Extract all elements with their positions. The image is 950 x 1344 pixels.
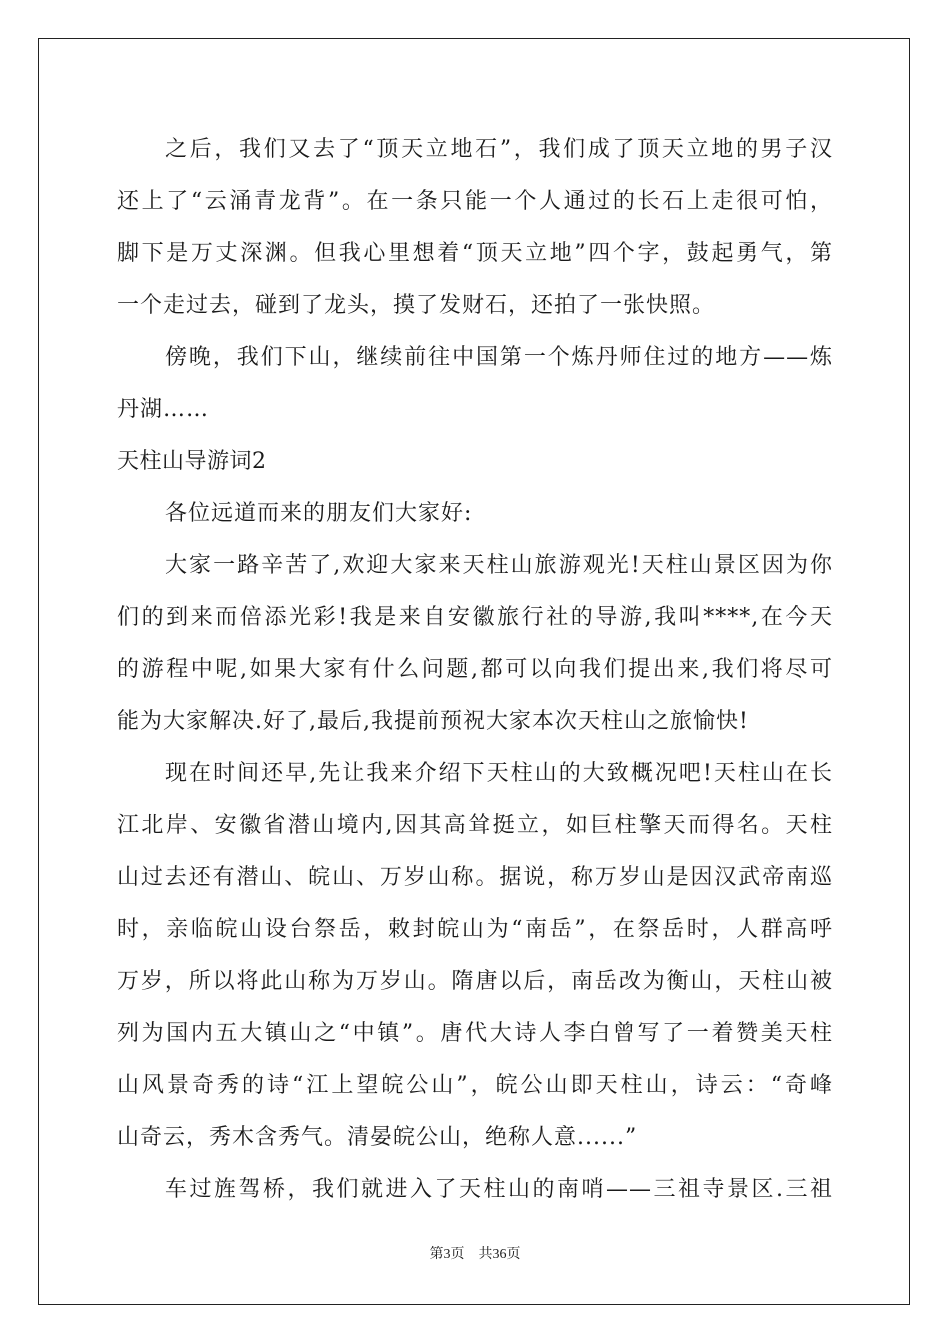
text-line: 现在时间还早,先让我来介绍下天柱山的大致概况吧!天柱山在长 xyxy=(165,761,833,786)
page-footer xyxy=(0,1243,950,1263)
text-line: 车过旌驾桥，我们就进入了天柱山的南哨——三祖寺景区.三祖 xyxy=(165,1177,833,1202)
text-line: 列为国内五大镇山之“中镇”。唐代大诗人李白曾写了一着赞美天柱 xyxy=(117,1021,833,1046)
text-line: 丹湖…… xyxy=(117,397,210,422)
document-body xyxy=(117,124,833,1216)
text-line: 万岁，所以将此山称为万岁山。隋唐以后，南岳改为衡山，天柱山被 xyxy=(117,969,833,994)
page-number: 第3页 xyxy=(429,1247,465,1262)
text-line: 山风景奇秀的诗“江上望皖公山”，皖公山即天柱山，诗云：“奇峰 xyxy=(117,1073,833,1098)
text-line: 傍晚，我们下山，继续前往中国第一个炼丹师住过的地方——炼 xyxy=(165,345,833,370)
text-line: 各位远道而来的朋友们大家好: xyxy=(165,501,473,526)
total-pages: 共36页 xyxy=(478,1247,521,1262)
text-line: 们的到来而倍添光彩!我是来自安徽旅行社的导游,我叫****,在今天 xyxy=(117,605,833,630)
text-line: 江北岸、安徽省潜山境内,因其高耸挺立，如巨柱擎天而得名。天柱 xyxy=(117,813,833,838)
text-line: 大家一路辛苦了,欢迎大家来天柱山旅游观光!天柱山景区因为你 xyxy=(165,553,833,578)
text-line: 山过去还有潜山、皖山、万岁山称。据说，称万岁山是因汉武帝南巡 xyxy=(117,865,833,890)
text-line: 一个走过去，碰到了龙头，摸了发财石，还拍了一张快照。 xyxy=(117,293,716,318)
text-line: 之后，我们又去了“顶天立地石”，我们成了顶天立地的男子汉 xyxy=(165,137,833,162)
text-line: 山奇云，秀木含秀气。清晏皖公山，绝称人意......” xyxy=(117,1125,638,1150)
text-line: 还上了“云涌青龙背”。在一条只能一个人通过的长石上走很可怕， xyxy=(117,189,833,214)
text-line: 能为大家解决.好了,最后,我提前预祝大家本次天柱山之旅愉快! xyxy=(117,709,749,734)
text-line: 脚下是万丈深渊。但我心里想着“顶天立地”四个字，鼓起勇气，第 xyxy=(117,241,833,266)
text-line: 的游程中呢,如果大家有什么问题,都可以向我们提出来,我们将尽可 xyxy=(117,657,833,682)
text-line: 时，亲临皖山设台祭岳，敕封皖山为“南岳”，在祭岳时，人群高呼 xyxy=(117,917,833,942)
section-heading: 天柱山导游词2 xyxy=(117,449,267,474)
